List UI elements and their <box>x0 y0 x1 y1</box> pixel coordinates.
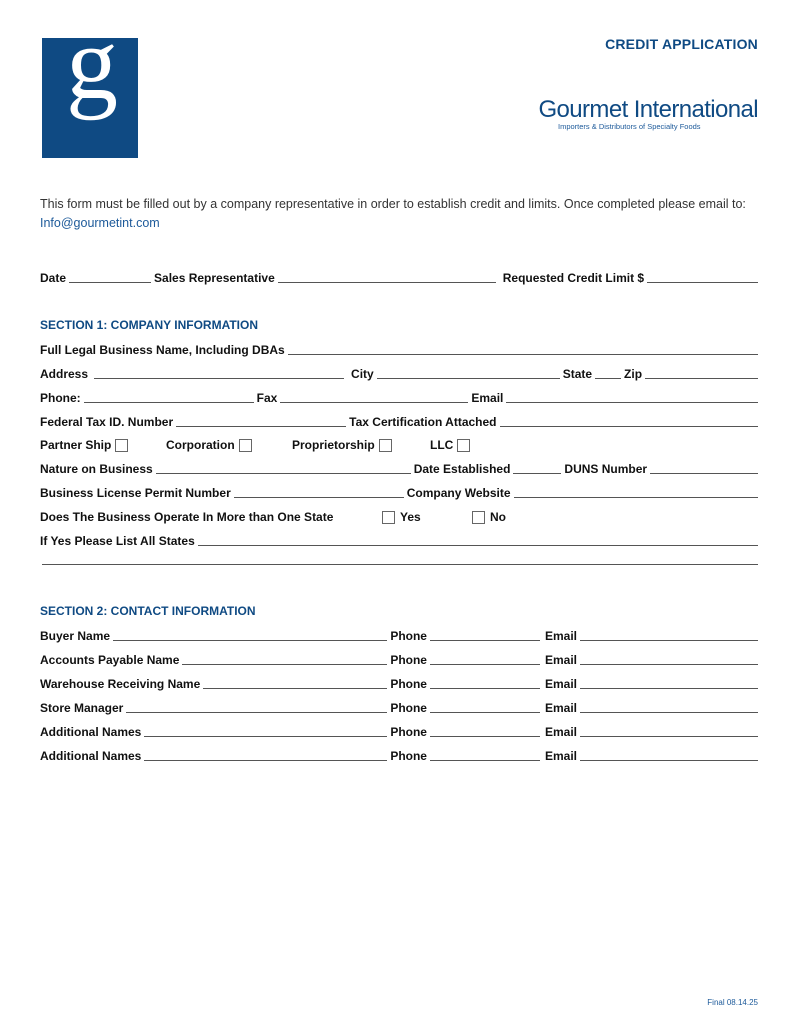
list-states-label: If Yes Please List All States <box>40 534 195 548</box>
tax-cert-field[interactable] <box>500 426 758 427</box>
list-states-row <box>40 532 758 548</box>
yes-checkbox[interactable] <box>382 511 395 524</box>
contact-phone-label: Phone <box>390 653 427 667</box>
phone-fax-email-row <box>40 389 758 405</box>
top-fields-row <box>40 269 758 285</box>
contact-email-label: Email <box>544 725 577 739</box>
contact-phone-label: Phone <box>390 629 427 643</box>
contact-row <box>40 651 758 667</box>
contact-email-field[interactable] <box>580 688 758 689</box>
nature-field[interactable] <box>156 473 411 474</box>
state-field[interactable] <box>595 378 621 379</box>
duns-field[interactable] <box>650 473 758 474</box>
license-field[interactable] <box>234 497 404 498</box>
contact-name-field[interactable] <box>144 736 387 737</box>
document-title: CREDIT APPLICATION <box>605 36 758 52</box>
date-established-label: Date Established <box>413 462 511 476</box>
contact-name-field[interactable] <box>113 640 387 641</box>
contact-email-label: Email <box>544 629 577 643</box>
contact-email-label: Email <box>544 749 577 763</box>
contact-email-field[interactable] <box>580 640 758 641</box>
contact-phone-field[interactable] <box>430 736 540 737</box>
contact-row <box>40 699 758 715</box>
credit-limit-field[interactable] <box>647 282 758 283</box>
address-label: Address <box>40 367 89 381</box>
city-label: City <box>351 367 374 381</box>
contact-name-field[interactable] <box>126 712 387 713</box>
list-states-field[interactable] <box>198 545 758 546</box>
phone-label: Phone: <box>40 391 81 405</box>
contact-email-label: Email <box>544 701 577 715</box>
contact-name-label: Additional Names <box>40 725 142 739</box>
section2-title: SECTION 2: CONTACT INFORMATION <box>40 604 256 618</box>
website-field[interactable] <box>514 497 758 498</box>
date-field[interactable] <box>69 282 151 283</box>
intro-text: This form must be filled out by a company representative in order to establish credit and limits. Once completed please email to: <box>40 197 746 211</box>
contact-name-field[interactable] <box>203 688 387 689</box>
proprietorship-label: Proprietorship <box>292 438 375 452</box>
tax-id-label: Federal Tax ID. Number <box>40 415 174 429</box>
corporation-checkbox[interactable] <box>239 439 252 452</box>
llc-checkbox[interactable] <box>457 439 470 452</box>
proprietorship-option <box>292 438 430 452</box>
address-field[interactable] <box>94 378 344 379</box>
contact-email-label: Email <box>544 653 577 667</box>
section1-title: SECTION 1: COMPANY INFORMATION <box>40 318 259 332</box>
llc-option <box>430 438 470 452</box>
sales-rep-field[interactable] <box>278 282 496 283</box>
contact-name-field[interactable] <box>144 760 387 761</box>
tax-id-field[interactable] <box>176 426 346 427</box>
no-checkbox[interactable] <box>472 511 485 524</box>
tax-cert-label: Tax Certification Attached <box>349 415 497 429</box>
fax-label: Fax <box>256 391 278 405</box>
email-label: Email <box>471 391 504 405</box>
entity-type-row <box>40 436 758 452</box>
company-name: Gourmet International <box>538 96 758 123</box>
no-option <box>472 510 506 524</box>
contact-email-field[interactable] <box>580 712 758 713</box>
contact-row <box>40 627 758 643</box>
multi-state-row <box>40 508 758 524</box>
contact-phone-field[interactable] <box>430 688 540 689</box>
zip-field[interactable] <box>645 378 758 379</box>
proprietorship-checkbox[interactable] <box>379 439 392 452</box>
contact-phone-label: Phone <box>390 725 427 739</box>
company-tagline: Importers & Distributors of Specialty Foods <box>558 122 701 131</box>
fax-field[interactable] <box>280 402 468 403</box>
nature-label: Nature on Business <box>40 462 153 476</box>
contact-phone-label: Phone <box>390 677 427 691</box>
legal-name-row <box>40 341 758 357</box>
contact-phone-label: Phone <box>390 701 427 715</box>
contact-phone-field[interactable] <box>430 760 540 761</box>
contact-phone-field[interactable] <box>430 664 540 665</box>
corporation-option <box>166 438 292 452</box>
contact-email-field[interactable] <box>580 736 758 737</box>
version-note: Final 08.14.25 <box>707 998 758 1007</box>
partner-ship-checkbox[interactable] <box>115 439 128 452</box>
llc-label: LLC <box>430 438 454 452</box>
no-label: No <box>490 510 506 524</box>
date-label: Date <box>40 271 67 285</box>
state-label: State <box>562 367 593 381</box>
intro-paragraph <box>40 195 760 233</box>
phone-field[interactable] <box>84 402 254 403</box>
legal-name-label: Full Legal Business Name, Including DBAs <box>40 343 285 357</box>
contact-row <box>40 723 758 739</box>
intro-email-link[interactable]: Info@gourmetint.com <box>40 216 160 230</box>
contact-name-label: Store Manager <box>40 701 124 715</box>
license-label: Business License Permit Number <box>40 486 231 500</box>
sales-rep-label: Sales Representative <box>154 271 275 285</box>
license-row <box>40 484 758 500</box>
contact-phone-field[interactable] <box>430 640 540 641</box>
yes-option <box>382 510 472 524</box>
partner-ship-option <box>40 438 166 452</box>
duns-label: DUNS Number <box>564 462 648 476</box>
email-field[interactable] <box>506 402 758 403</box>
list-states-extra-line[interactable] <box>42 564 758 565</box>
website-label: Company Website <box>406 486 511 500</box>
contact-phone-field[interactable] <box>430 712 540 713</box>
svg-text:g: g <box>66 38 118 121</box>
contact-name-label: Accounts Payable Name <box>40 653 180 667</box>
company-logo <box>42 38 138 158</box>
nature-row <box>40 460 758 476</box>
contact-name-label: Warehouse Receiving Name <box>40 677 201 691</box>
contact-row <box>40 747 758 763</box>
multi-state-label: Does The Business Operate In More than One State <box>40 510 334 524</box>
contact-email-field[interactable] <box>580 664 758 665</box>
tax-row <box>40 413 758 429</box>
contact-name-label: Buyer Name <box>40 629 111 643</box>
credit-limit-label: Requested Credit Limit $ <box>502 271 645 285</box>
date-established-field[interactable] <box>513 473 561 474</box>
contact-email-field[interactable] <box>580 760 758 761</box>
contact-name-field[interactable] <box>182 664 387 665</box>
g-logo-mark <box>42 38 138 158</box>
address-row <box>40 365 758 381</box>
contact-email-label: Email <box>544 677 577 691</box>
contact-phone-label: Phone <box>390 749 427 763</box>
legal-name-field[interactable] <box>288 354 758 355</box>
contact-name-label: Additional Names <box>40 749 142 763</box>
corporation-label: Corporation <box>166 438 235 452</box>
contact-row <box>40 675 758 691</box>
yes-label: Yes <box>400 510 421 524</box>
city-field[interactable] <box>377 378 560 379</box>
zip-label: Zip <box>624 367 643 381</box>
partner-ship-label: Partner Ship <box>40 438 112 452</box>
